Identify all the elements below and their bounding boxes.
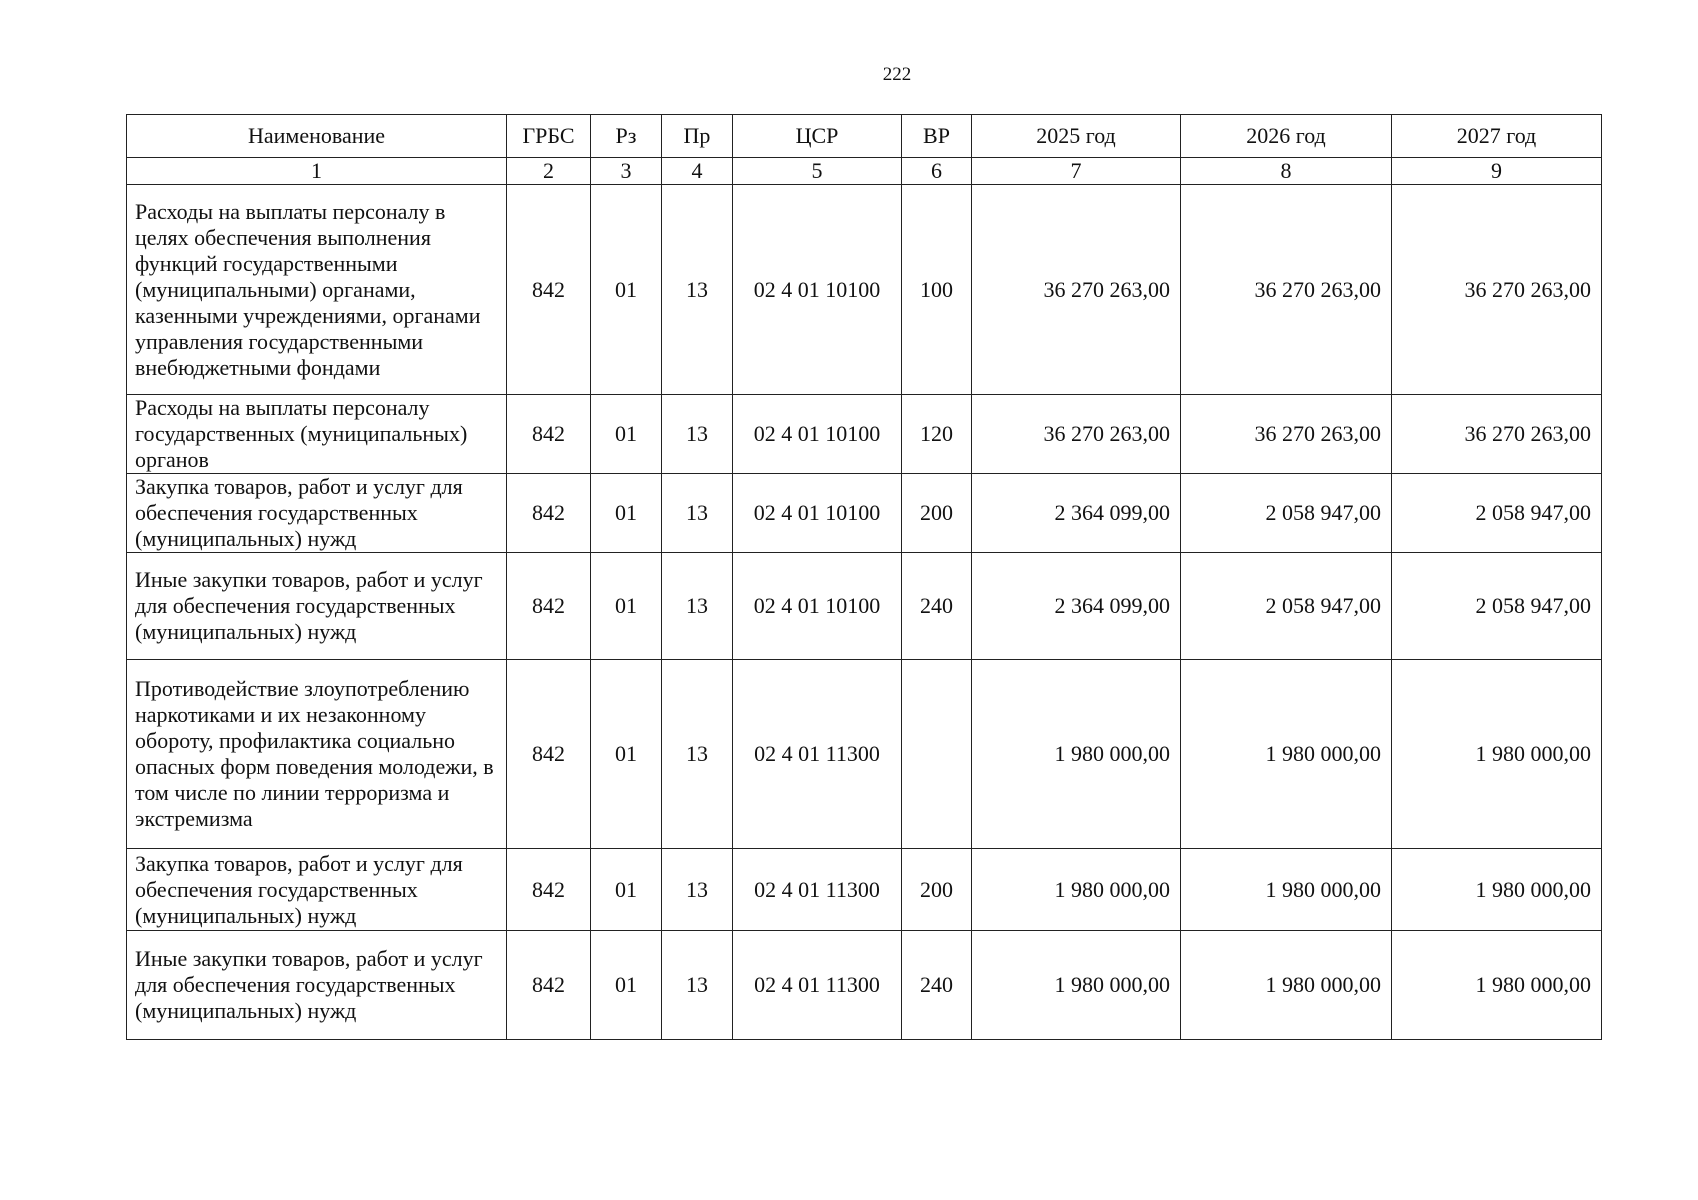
cell-2027: 36 270 263,00 — [1392, 395, 1602, 474]
column-number: 4 — [662, 158, 733, 185]
table-row — [127, 474, 1602, 553]
cell-2027: 1 980 000,00 — [1392, 931, 1602, 1040]
table-row — [127, 395, 1602, 474]
cell-pr: 13 — [662, 660, 733, 849]
cell-grbs: 842 — [507, 660, 591, 849]
cell-2026: 2 058 947,00 — [1181, 553, 1392, 660]
cell-grbs: 842 — [507, 553, 591, 660]
header-pr: Пр — [662, 115, 733, 158]
cell-2027: 1 980 000,00 — [1392, 849, 1602, 931]
table-row — [127, 185, 1602, 395]
cell-name: Иные закупки товаров, работ и услуг для обеспечения государственных (муниципальных) нужд — [127, 931, 507, 1040]
table-row — [127, 660, 1602, 849]
cell-name: Закупка товаров, работ и услуг для обеспечения государственных (муниципальных) нужд — [127, 474, 507, 553]
table-row — [127, 849, 1602, 931]
cell-rz: 01 — [591, 474, 662, 553]
cell-2027: 1 980 000,00 — [1392, 660, 1602, 849]
cell-2026: 1 980 000,00 — [1181, 660, 1392, 849]
column-number: 9 — [1392, 158, 1602, 185]
cell-csr: 02 4 01 10100 — [733, 474, 902, 553]
page-number: 222 — [882, 64, 912, 85]
cell-pr: 13 — [662, 185, 733, 395]
cell-2026: 36 270 263,00 — [1181, 395, 1392, 474]
cell-grbs: 842 — [507, 931, 591, 1040]
cell-2025: 1 980 000,00 — [972, 849, 1181, 931]
cell-rz: 01 — [591, 849, 662, 931]
cell-2025: 1 980 000,00 — [972, 931, 1181, 1040]
cell-pr: 13 — [662, 849, 733, 931]
cell-grbs: 842 — [507, 395, 591, 474]
table-row — [127, 931, 1602, 1040]
cell-name: Иные закупки товаров, работ и услуг для обеспечения государственных (муниципальных) нужд — [127, 553, 507, 660]
table-row — [127, 553, 1602, 660]
cell-rz: 01 — [591, 931, 662, 1040]
cell-vr: 240 — [902, 553, 972, 660]
cell-pr: 13 — [662, 474, 733, 553]
header-csr: ЦСР — [733, 115, 902, 158]
column-number: 5 — [733, 158, 902, 185]
header-name: Наименование — [127, 115, 507, 158]
column-number: 1 — [127, 158, 507, 185]
cell-vr: 120 — [902, 395, 972, 474]
column-number: 2 — [507, 158, 591, 185]
cell-grbs: 842 — [507, 474, 591, 553]
cell-name: Расходы на выплаты персоналу в целях обеспечения выполнения функций государственными (муниципальными) органами, казенными учреждениями, органами управления государственными внебюджетными фондами — [127, 185, 507, 395]
header-2025: 2025 год — [972, 115, 1181, 158]
cell-pr: 13 — [662, 395, 733, 474]
header-rz: Рз — [591, 115, 662, 158]
cell-2026: 2 058 947,00 — [1181, 474, 1392, 553]
cell-vr: 240 — [902, 931, 972, 1040]
header-grbs: ГРБС — [507, 115, 591, 158]
cell-2025: 36 270 263,00 — [972, 185, 1181, 395]
cell-2027: 2 058 947,00 — [1392, 474, 1602, 553]
column-number: 8 — [1181, 158, 1392, 185]
cell-2026: 1 980 000,00 — [1181, 849, 1392, 931]
cell-rz: 01 — [591, 395, 662, 474]
cell-csr: 02 4 01 10100 — [733, 553, 902, 660]
cell-2025: 2 364 099,00 — [972, 553, 1181, 660]
column-number: 6 — [902, 158, 972, 185]
cell-2025: 2 364 099,00 — [972, 474, 1181, 553]
header-2027: 2027 год — [1392, 115, 1602, 158]
header-row — [127, 115, 1602, 158]
header-2026: 2026 год — [1181, 115, 1392, 158]
cell-csr: 02 4 01 11300 — [733, 660, 902, 849]
cell-grbs: 842 — [507, 185, 591, 395]
cell-pr: 13 — [662, 553, 733, 660]
cell-2025: 36 270 263,00 — [972, 395, 1181, 474]
cell-2027: 36 270 263,00 — [1392, 185, 1602, 395]
budget-table — [126, 114, 1602, 1040]
cell-pr: 13 — [662, 931, 733, 1040]
cell-vr: 200 — [902, 849, 972, 931]
cell-csr: 02 4 01 11300 — [733, 849, 902, 931]
cell-rz: 01 — [591, 660, 662, 849]
cell-rz: 01 — [591, 553, 662, 660]
cell-grbs: 842 — [507, 849, 591, 931]
cell-csr: 02 4 01 11300 — [733, 931, 902, 1040]
cell-csr: 02 4 01 10100 — [733, 395, 902, 474]
cell-2026: 1 980 000,00 — [1181, 931, 1392, 1040]
cell-2026: 36 270 263,00 — [1181, 185, 1392, 395]
cell-2027: 2 058 947,00 — [1392, 553, 1602, 660]
cell-name: Закупка товаров, работ и услуг для обеспечения государственных (муниципальных) нужд — [127, 849, 507, 931]
cell-vr: 100 — [902, 185, 972, 395]
column-number: 7 — [972, 158, 1181, 185]
cell-csr: 02 4 01 10100 — [733, 185, 902, 395]
cell-vr: 200 — [902, 474, 972, 553]
cell-rz: 01 — [591, 185, 662, 395]
cell-name: Противодействие злоупотреблению наркотиками и их незаконному обороту, профилактика социально опасных форм поведения молодежи, в том числе по линии терроризма и экстремизма — [127, 660, 507, 849]
cell-name: Расходы на выплаты персоналу государственных (муниципальных) органов — [127, 395, 507, 474]
cell-2025: 1 980 000,00 — [972, 660, 1181, 849]
column-number: 3 — [591, 158, 662, 185]
header-vr: ВР — [902, 115, 972, 158]
cell-vr — [902, 660, 972, 849]
column-number-row — [127, 158, 1602, 185]
